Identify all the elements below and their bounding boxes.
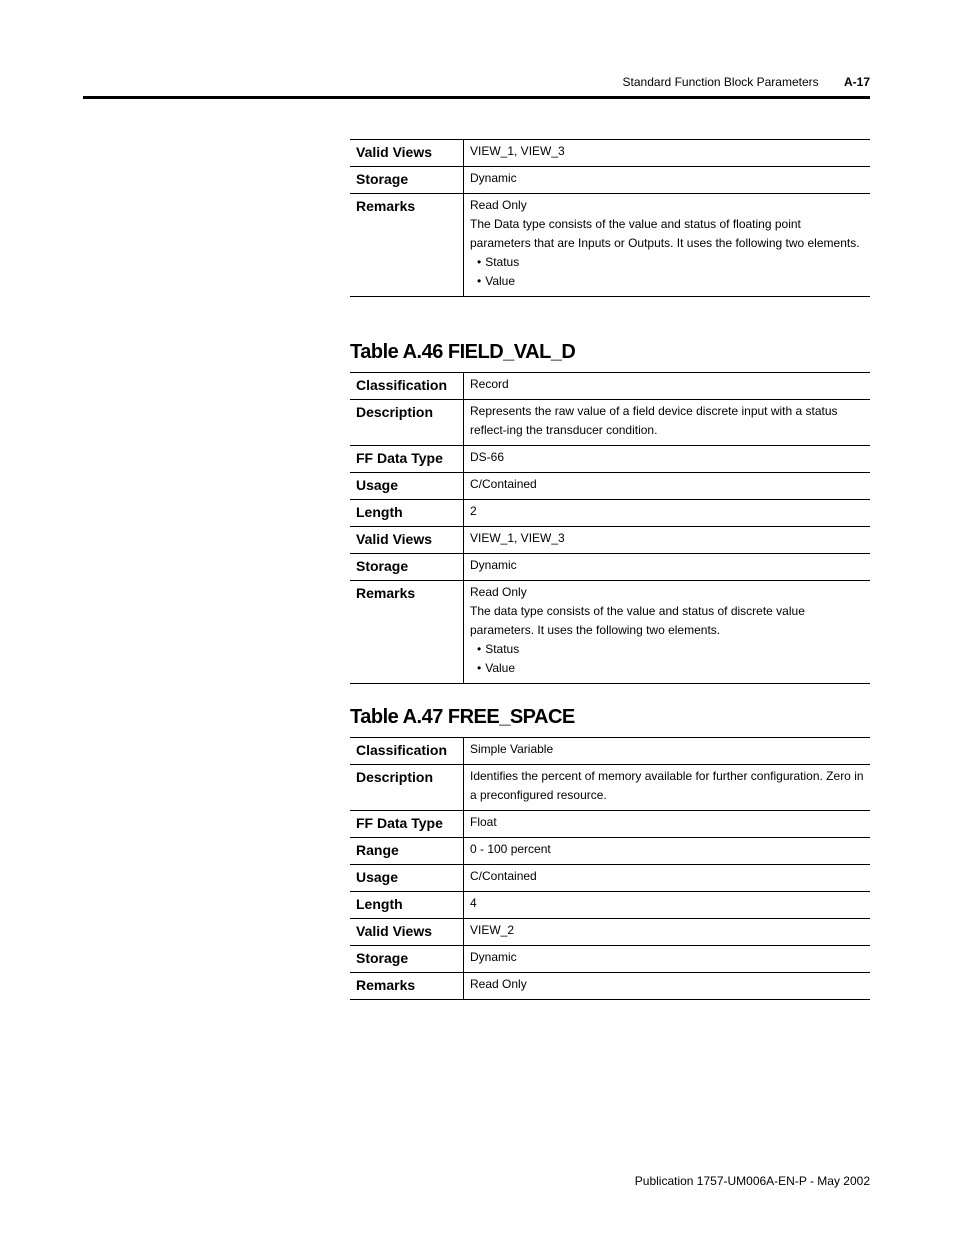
parameter-table — [350, 372, 870, 684]
table-row — [350, 554, 870, 581]
row-label: Length — [350, 500, 464, 527]
row-value — [464, 194, 871, 297]
table-row — [350, 373, 870, 400]
row-label: Storage — [350, 167, 464, 194]
row-value: Dynamic — [464, 946, 871, 973]
table-row — [350, 500, 870, 527]
row-label: Remarks — [350, 581, 464, 684]
table-row — [350, 765, 870, 811]
page-footer — [83, 1172, 870, 1190]
table-row — [350, 811, 870, 838]
header-rule — [83, 96, 870, 99]
table-row — [350, 973, 870, 1000]
remarks-text: The Data type consists of the value and status of floating point parameters that are Inputs or Outputs. It uses the following two elements. — [470, 217, 860, 250]
list-item: • Status — [477, 253, 864, 272]
row-label: Range — [350, 838, 464, 865]
row-value: Dynamic — [464, 554, 871, 581]
row-label: Description — [350, 400, 464, 446]
row-value: 4 — [464, 892, 871, 919]
row-value: VIEW_1, VIEW_3 — [464, 140, 871, 167]
row-value: DS-66 — [464, 446, 871, 473]
row-label: Description — [350, 765, 464, 811]
section-title: Standard Function Block Parameters — [622, 75, 819, 89]
page-number: A-17 — [843, 75, 870, 89]
table-title: Table A.46 FIELD_VAL_D — [350, 341, 576, 363]
row-label: Classification — [350, 738, 464, 765]
table-row — [350, 527, 870, 554]
table-row — [350, 838, 870, 865]
remarks-line: Read Only — [470, 198, 527, 212]
row-value: VIEW_2 — [464, 919, 871, 946]
table-a46-section — [350, 338, 870, 684]
table-row — [350, 194, 870, 297]
table-row — [350, 446, 870, 473]
bullet-list — [470, 253, 864, 291]
row-label: Valid Views — [350, 919, 464, 946]
list-item: • Value — [477, 659, 864, 678]
row-label: Storage — [350, 554, 464, 581]
row-label: Usage — [350, 473, 464, 500]
table-row — [350, 738, 870, 765]
parameter-table — [350, 737, 870, 1000]
table-row — [350, 581, 870, 684]
row-value: VIEW_1, VIEW_3 — [464, 527, 871, 554]
remarks-line: Read Only — [470, 585, 527, 599]
bullet-list — [470, 640, 864, 678]
row-label: Length — [350, 892, 464, 919]
continued-parameter-table — [350, 139, 870, 297]
list-item: • Status — [477, 640, 864, 659]
row-value: Simple Variable — [464, 738, 871, 765]
row-value: Identifies the percent of memory available for further configuration. Zero in a preconfigured resource. — [464, 765, 871, 811]
table-row — [350, 892, 870, 919]
table-row — [350, 167, 870, 194]
page-header — [83, 72, 870, 92]
row-label: FF Data Type — [350, 446, 464, 473]
table-row — [350, 140, 870, 167]
row-label: FF Data Type — [350, 811, 464, 838]
table-a47-section — [350, 703, 870, 1000]
row-value: Read Only — [464, 973, 871, 1000]
row-label: Remarks — [350, 194, 464, 297]
parameter-table — [350, 139, 870, 297]
publication-info: Publication 1757-UM006A-EN-P - May 2002 — [634, 1174, 870, 1188]
remarks-text: The data type consists of the value and status of discrete value parameters. It uses the following two elements. — [470, 604, 805, 637]
row-value — [464, 581, 871, 684]
row-value: 0 - 100 percent — [464, 838, 871, 865]
table-title: Table A.47 FREE_SPACE — [350, 706, 575, 728]
row-value: Dynamic — [464, 167, 871, 194]
row-value: 2 — [464, 500, 871, 527]
row-label: Usage — [350, 865, 464, 892]
table-row — [350, 473, 870, 500]
row-value: Record — [464, 373, 871, 400]
table-row — [350, 946, 870, 973]
row-value: Represents the raw value of a field device discrete input with a status reflect-ing the transducer condition. — [464, 400, 871, 446]
table-row — [350, 865, 870, 892]
row-label: Storage — [350, 946, 464, 973]
row-value: C/Contained — [464, 865, 871, 892]
table-row — [350, 919, 870, 946]
row-value: Float — [464, 811, 871, 838]
row-label: Valid Views — [350, 527, 464, 554]
row-value: C/Contained — [464, 473, 871, 500]
table-row — [350, 400, 870, 446]
row-label: Classification — [350, 373, 464, 400]
row-label: Valid Views — [350, 140, 464, 167]
list-item: • Value — [477, 272, 864, 291]
row-label: Remarks — [350, 973, 464, 1000]
